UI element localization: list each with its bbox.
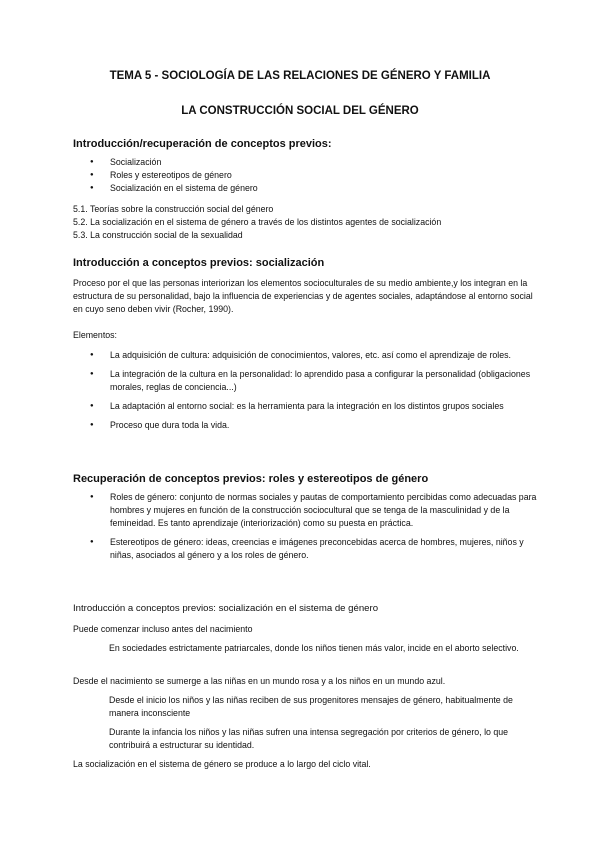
list-item: ● Socialización en el sistema de género (90, 182, 510, 195)
list-item: ● Roles y estereotipos de género (90, 169, 510, 182)
sistema-indent-3: Durante la infancia los niños y las niñas sufren una intensa segregación por criterios de género, lo que contribuirá a estructurar su identidad. (109, 727, 509, 750)
sistema-indent-1: En sociedades estrictamente patriarcales, donde los niños tienen más valor, incide en el aborto selectivo. (109, 643, 519, 653)
sistema-heading: Introducción a conceptos previos: socialización en el sistema de género (73, 603, 379, 614)
sistema-indent-2: Desde el inicio los niños y las niñas reciben de sus progenitores mensajes de género, habitualmente de manera inconsciente (109, 695, 513, 718)
socializacion-paragraph: Proceso por el que las personas interiorizan los elementos socioculturales de su medio ambiente,y los integran en la estructura de su personalidad, bajo la influencia de experiencias y de agentes sociales, adaptándose al entorno social en cuyo seno deben vivir (Rocher, 1990). (73, 278, 533, 314)
intro-numbered-list (73, 203, 533, 242)
list-item: ● Estereotipos de género: ideas, creencias e imágenes preconcebidas acerca de hombres, mujeres, niños y niñas, asociados al género y a los roles de género. (90, 536, 540, 562)
intro-heading: Introducción/recuperación de conceptos previos: (73, 138, 332, 150)
list-item: ● Proceso que dura toda la vida. (90, 419, 540, 432)
list-item: 5.3. La construcción social de la sexualidad (73, 230, 243, 240)
list-item: ● La integración de la cultura en la personalidad: lo aprendido pasa a configurar la personalidad (obligaciones morales, reglas de conciencia...) (90, 368, 540, 394)
roles-list (90, 491, 540, 562)
sistema-line-3: La socialización en el sistema de género se produce a lo largo del ciclo vital. (73, 759, 371, 769)
roles-heading: Recuperación de conceptos previos: roles y estereotipos de género (73, 473, 429, 485)
list-item: ● La adquisición de cultura: adquisición de conocimientos, valores, etc. así como el aprendizaje de roles. (90, 349, 540, 362)
document-title: TEMA 5 - SOCIOLOGÍA DE LAS RELACIONES DE GÉNERO Y FAMILIA (109, 70, 491, 82)
document-subtitle: LA CONSTRUCCIÓN SOCIAL DEL GÉNERO (181, 105, 419, 117)
elements-label: Elementos: (73, 330, 118, 340)
elements-list (90, 349, 540, 432)
list-item: 5.2. La socialización en el sistema de género a través de los distintos agentes de socialización (73, 217, 442, 227)
sistema-line-1: Puede comenzar incluso antes del nacimiento (73, 624, 253, 634)
socializacion-heading: Introducción a conceptos previos: socialización (73, 257, 325, 269)
sistema-line-2: Desde el nacimiento se sumerge a las niñas en un mundo rosa y a los niños en un mundo azul. (73, 676, 446, 686)
list-item: ● Roles de género: conjunto de normas sociales y pautas de comportamiento percibidas como adecuadas para hombres y mujeres en función de la construcción sociocultural que se tenga de la masculinidad y de la femineidad. Es tanto aprendizaje (interiorización) como su puesta en práctica. (90, 491, 540, 530)
intro-bullet-list (90, 156, 510, 195)
list-item: ● La adaptación al entorno social: es la herramienta para la integración en los distintos grupos sociales (90, 400, 540, 413)
list-item: ● Socialización (90, 156, 510, 169)
list-item: 5.1. Teorías sobre la construcción social del género (73, 204, 274, 214)
